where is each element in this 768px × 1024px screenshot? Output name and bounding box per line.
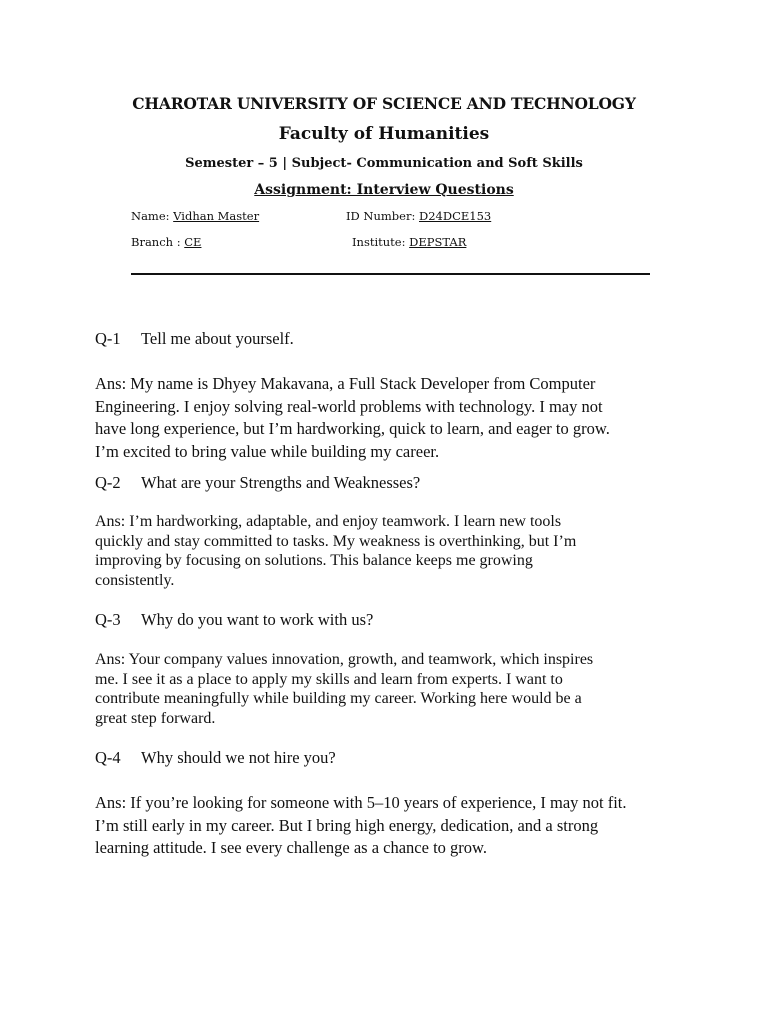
institute-label: Institute: [352,235,410,249]
question-1 [95,329,294,349]
question-number: Q-4 [95,748,121,767]
answer-line: have long experience, but I’m hardworking, quick to learn, and eager to grow. [95,419,610,439]
answer-line: improving by focusing on solutions. This balance keeps me growing [95,552,533,570]
branch-field [131,235,201,249]
answer-line: Ans: I’m hardworking, adaptable, and enjoy teamwork. I learn new tools [95,513,562,530]
answer-3 [95,650,665,728]
name-label: Name: [131,209,174,223]
question-number: Q-3 [95,610,121,629]
name-value: Vidhan Master [173,209,260,223]
answer-line: me. I see it as a place to apply my skills and learn from experts. I want to [95,670,563,688]
answer-line: quickly and stay committed to tasks. My weakness is overthinking, but I’m [95,532,577,550]
answer-4 [95,792,665,860]
answer-line: contribute meaningfully while building my career. Working here would be a [95,690,582,708]
branch-label: Branch : [131,235,185,249]
answer-line: Ans: My name is Dhyey Makavana, a Full Stack Developer from Computer [95,374,596,393]
answer-line: Ans: If you’re looking for someone with 5–10 years of experience, I may not fit. [95,793,627,812]
answer-line: Ans: Your company values innovation, growth, and teamwork, which inspires [95,651,594,668]
student-name-field [131,209,259,223]
semester-subject-line: Semester – 5 | Subject- Communication and Soft Skills [185,156,583,171]
branch-value: CE [184,235,202,249]
answer-line: learning attitude. I see every challenge as a chance to grow. [95,838,487,858]
answer-line: I’m still early in my career. But I bring high energy, dedication, and a strong [95,815,599,835]
answer-line: I’m excited to bring value while building my career. [95,441,440,461]
id-label: ID Number: [346,209,419,223]
question-text: What are your Strengths and Weaknesses? [141,473,421,492]
question-2 [95,473,420,493]
id-number-field [346,209,491,223]
question-text: Why do you want to work with us? [141,610,374,629]
answer-2 [95,512,665,590]
question-3 [95,610,373,630]
answer-line: Engineering. I enjoy solving real-world problems with technology. I may not [95,396,603,416]
institute-field [352,235,466,249]
question-number: Q-1 [95,329,121,348]
question-4 [95,748,336,768]
answer-line: consistently. [95,571,175,589]
question-number: Q-2 [95,473,121,492]
institute-value: DEPSTAR [409,235,467,249]
assignment-title: Assignment: Interview Questions [254,182,514,198]
question-text: Why should we not hire you? [141,748,336,767]
header-divider [131,273,650,275]
question-text: Tell me about yourself. [141,329,294,348]
answer-1 [95,373,665,463]
id-value: D24DCE153 [419,209,492,223]
faculty-title: Faculty of Humanities [278,124,490,144]
answer-line: great step forward. [95,709,216,727]
university-title: CHAROTAR UNIVERSITY OF SCIENCE AND TECHNOLOGY [132,94,636,113]
